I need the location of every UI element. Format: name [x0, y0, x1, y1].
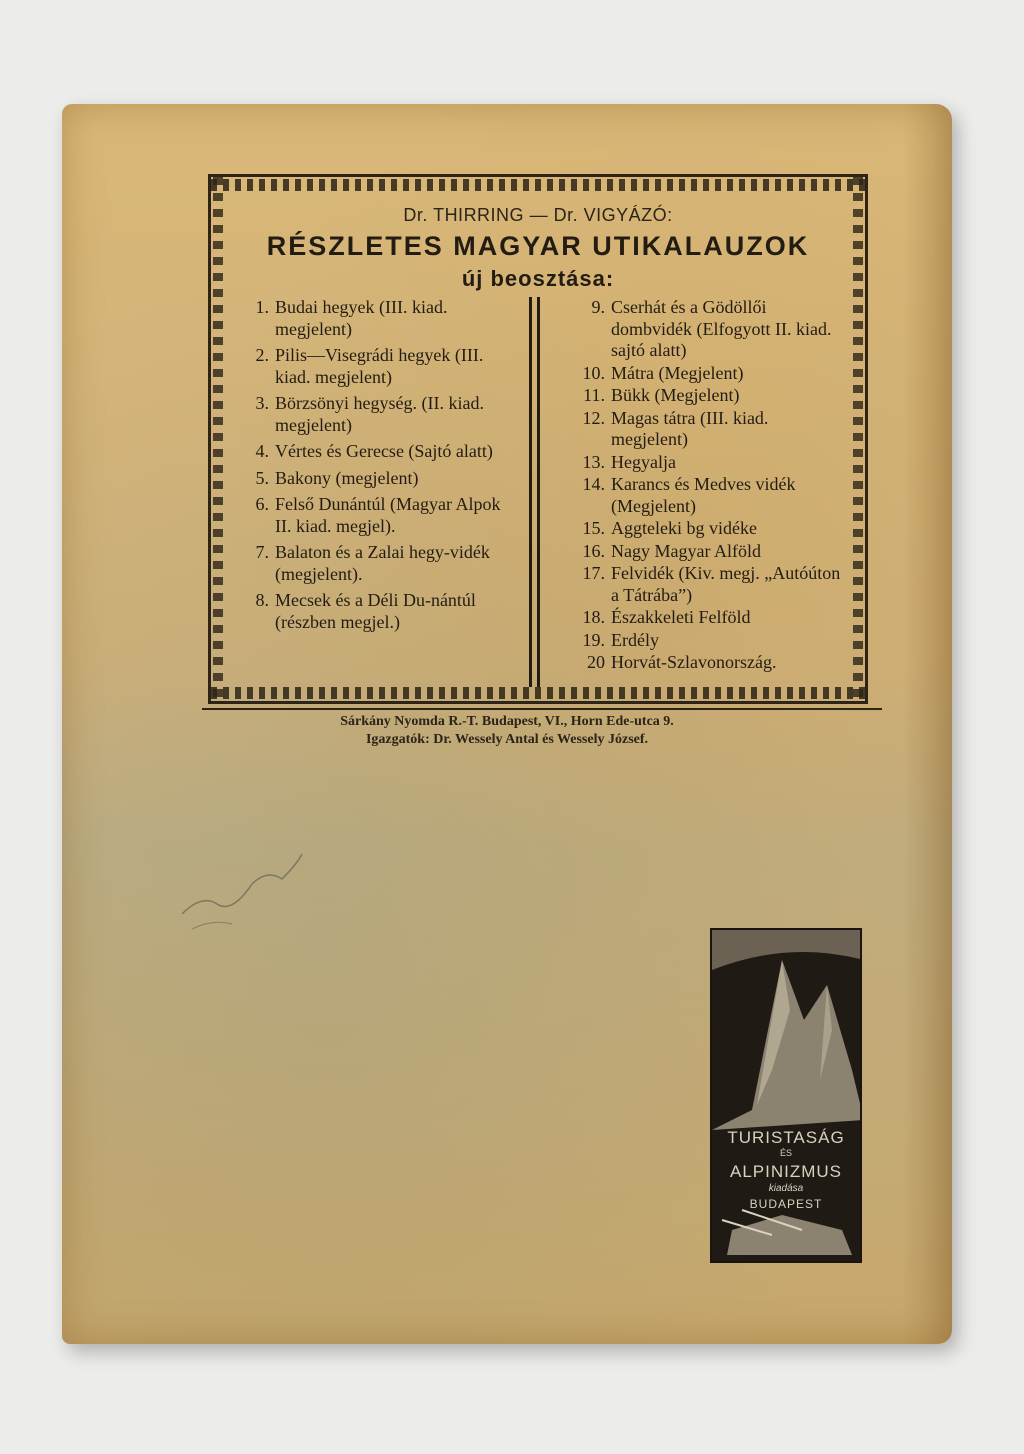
item-number: 14. — [582, 474, 605, 494]
list-item — [571, 652, 846, 674]
printer-rule — [202, 708, 882, 710]
item-text: Erdély — [611, 629, 659, 650]
item-number: 5. — [255, 467, 269, 488]
stamp-line-2: ÉS — [779, 1148, 792, 1158]
item-text: Börzsönyi hegység. (II. kiad. megjelent) — [275, 393, 484, 435]
printer-imprint: Sárkány Nyomda R.-T. Budapest, VI., Horn Ede-utca 9. — [340, 714, 674, 729]
column-divider — [529, 297, 532, 687]
list-item — [239, 590, 507, 633]
guide-list-right — [571, 297, 846, 675]
item-number: 12. — [582, 407, 605, 428]
item-number: 18. — [582, 607, 605, 627]
item-text: Vértes és Gerecse (Sajtó alatt) — [275, 441, 493, 461]
authors-line: Dr. THIRRING — Dr. VIGYÁZÓ: — [403, 205, 673, 225]
item-number: 13. — [582, 451, 605, 472]
item-text: Nagy Magyar Alföld — [611, 540, 761, 561]
item-number: 20 — [587, 652, 605, 672]
list-item — [571, 474, 846, 517]
item-text: Hegyalja — [611, 451, 676, 472]
series-subtitle: új beosztása: — [461, 266, 615, 291]
guide-list-left — [239, 297, 507, 638]
item-text: Bakony (megjelent) — [275, 467, 419, 488]
list-item — [239, 393, 507, 436]
item-number: 7. — [255, 542, 269, 562]
list-item — [239, 542, 507, 585]
list-item — [571, 452, 846, 474]
stamp-line-3: ALPINIZMUS — [729, 1162, 843, 1181]
list-item — [571, 297, 846, 362]
item-number: 10. — [582, 362, 605, 383]
stamp-line-1: TURISTASÁG — [727, 1128, 845, 1147]
list-item — [571, 607, 846, 629]
item-number: 2. — [255, 345, 269, 365]
list-item — [571, 541, 846, 563]
item-text: Budai hegyek (III. kiad. megjelent) — [275, 297, 448, 339]
item-number: 15. — [582, 518, 605, 538]
item-number: 4. — [255, 441, 269, 461]
item-text: Felső Dunántúl (Magyar Alpok II. kiad. megjel). — [275, 494, 501, 536]
publisher-stamp — [710, 928, 862, 1263]
ornamental-border-top — [211, 179, 865, 191]
item-number: 6. — [255, 494, 269, 514]
item-number: 8. — [255, 590, 269, 610]
list-item — [239, 494, 507, 537]
item-text: Magas tátra (III. kiad. megjelent) — [611, 407, 769, 449]
pencil-scribble — [172, 834, 312, 944]
item-text: Cserhát és a Gödöllői dombvidék (Elfogyott II. kiad. sajtó alatt) — [611, 297, 832, 360]
item-text: Pilis—Visegrádi hegyek (III. kiad. megjelent) — [275, 345, 484, 387]
item-number: 19. — [582, 629, 605, 650]
list-item — [571, 518, 846, 540]
item-text: Horvát-Szlavonország. — [611, 652, 777, 672]
item-text: Mecsek és a Déli Du-nántúl (részben megjel.) — [275, 590, 476, 632]
item-text: Északkeleti Felföld — [611, 607, 751, 627]
list-item — [571, 408, 846, 451]
book-back-cover — [62, 104, 952, 1344]
item-text: Bükk (Megjelent) — [611, 385, 740, 405]
list-item — [239, 468, 507, 490]
item-number: 16. — [582, 540, 605, 561]
stamp-line-4: kiadása — [768, 1183, 804, 1194]
list-item — [239, 441, 507, 463]
item-text: Felvidék (Kiv. megj. „Autóúton a Tátrába”) — [611, 563, 841, 605]
list-item — [571, 630, 846, 652]
item-text: Mátra (Megjelent) — [611, 362, 744, 383]
ornamental-border-bottom — [211, 687, 865, 699]
item-number: 3. — [255, 393, 269, 413]
column-divider — [537, 297, 540, 687]
item-number: 9. — [591, 297, 605, 317]
series-list-panel — [208, 174, 868, 704]
list-item — [239, 345, 507, 388]
list-item — [571, 563, 846, 606]
list-item — [239, 297, 507, 340]
printer-directors: Igazgatók: Dr. Wessely Antal és Wessely József. — [365, 732, 649, 747]
item-text: Balaton és a Zalai hegy-vidék (megjelent). — [275, 542, 490, 584]
item-text: Aggteleki bg vidéke — [611, 518, 757, 538]
series-title: RÉSZLETES MAGYAR UTIKALAUZOK — [266, 231, 810, 261]
mountain-illustration — [712, 930, 862, 1263]
item-number: 11. — [583, 385, 605, 405]
list-item — [571, 385, 846, 407]
item-number: 17. — [582, 563, 605, 583]
stamp-line-5: BUDAPEST — [749, 1197, 823, 1211]
list-item — [571, 363, 846, 385]
item-text: Karancs és Medves vidék (Megjelent) — [611, 474, 796, 516]
item-number: 1. — [255, 297, 269, 317]
